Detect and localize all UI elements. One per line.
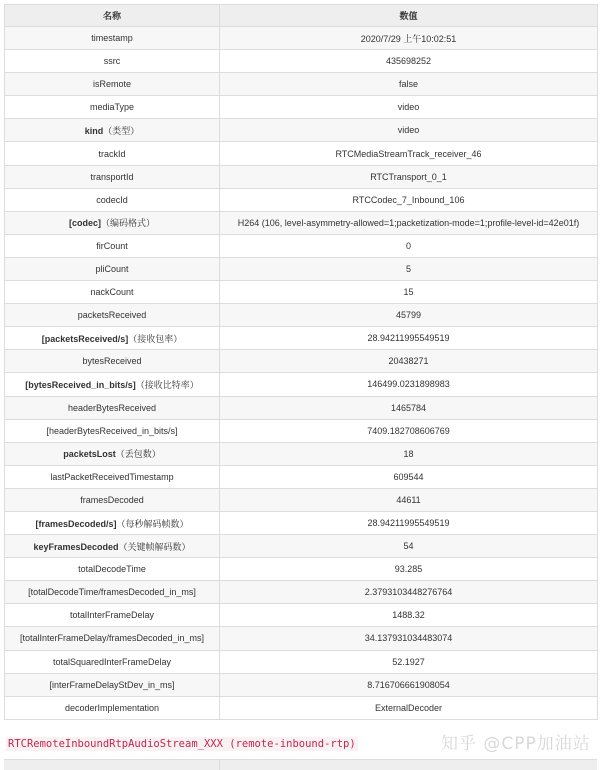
stat-value: 7409.182708606769	[220, 419, 598, 442]
stat-value: 609544	[220, 465, 598, 488]
stat-value: 0	[220, 234, 598, 257]
table-row	[5, 511, 598, 534]
stat-name: keyFramesDecoded	[33, 541, 119, 552]
stat-name: [totalDecodeTime/framesDecoded_in_ms]	[28, 587, 196, 598]
stat-value: RTCTransport_0_1	[220, 165, 598, 188]
table-row	[5, 696, 598, 719]
stat-name: trackId	[98, 148, 126, 159]
stat-value: 93.285	[220, 558, 598, 581]
table-row	[5, 257, 598, 280]
table-header-row	[5, 5, 598, 27]
stat-name-cell	[5, 142, 220, 165]
table-row	[5, 281, 598, 304]
table-row	[5, 350, 598, 373]
stat-value: video	[220, 119, 598, 142]
stat-name: framesDecoded	[80, 494, 144, 505]
stat-name-cell	[5, 604, 220, 627]
stat-name-note: （类型）	[103, 125, 140, 136]
watermark: 知乎 @CPP加油站	[441, 734, 591, 754]
stat-name: timestamp	[91, 33, 133, 44]
table-row	[5, 627, 598, 650]
stat-name-cell	[5, 696, 220, 719]
stat-name-note: （丢包数）	[115, 449, 161, 460]
stat-name: mediaType	[89, 102, 135, 113]
table-row	[5, 188, 598, 211]
table-row	[5, 119, 598, 142]
table-row	[5, 304, 598, 327]
stat-value: 45799	[220, 304, 598, 327]
stat-name-cell	[5, 419, 220, 442]
section-heading: RTCRemoteInboundRtpAudioStream_XXX (remote-inbound-rtp)	[8, 738, 356, 750]
stat-name-cell	[5, 304, 220, 327]
table-row	[5, 73, 598, 96]
stat-value: 5	[220, 257, 598, 280]
stat-name: transportId	[90, 171, 134, 182]
stat-value: H264 (106, level-asymmetry-allowed=1;packetization-mode=1;profile-level-id=42e01f)	[220, 211, 598, 234]
stat-name: firCount	[96, 240, 128, 251]
table-row	[5, 96, 598, 119]
stat-value: 146499.0231898983	[220, 373, 598, 396]
stat-name: isRemote	[92, 79, 131, 90]
table-row	[5, 165, 598, 188]
stat-value: 435698252	[220, 50, 598, 73]
stat-name-cell	[5, 511, 220, 534]
stat-name: pliCount	[95, 263, 129, 274]
stat-name-cell	[5, 627, 220, 650]
table-row	[5, 488, 598, 511]
table-row	[5, 211, 598, 234]
stat-name-note: （编码格式）	[101, 218, 156, 229]
stat-name-cell	[5, 350, 220, 373]
stat-name-cell	[5, 373, 220, 396]
stat-value: 20438271	[220, 350, 598, 373]
stat-value: 28.94211995549519	[220, 511, 598, 534]
stat-name-cell	[5, 650, 220, 673]
stat-name-note: （接收包率）	[128, 333, 183, 344]
stat-name: headerBytesReceived	[67, 402, 157, 413]
table-row	[5, 327, 598, 350]
stat-name-cell	[5, 119, 220, 142]
stat-value: 28.94211995549519	[220, 327, 598, 350]
stat-name: packetsLost	[63, 449, 116, 460]
stat-name: totalInterFrameDelay	[69, 610, 155, 621]
table-row	[5, 558, 598, 581]
stat-value: 1465784	[220, 396, 598, 419]
stats-table	[4, 4, 598, 720]
column-header-value: 数值	[220, 5, 598, 27]
table-row	[5, 396, 598, 419]
stat-name-cell	[5, 442, 220, 465]
stat-name-cell	[5, 96, 220, 119]
stat-name: decoderImplementation	[64, 702, 160, 713]
stat-name: packetsReceived	[77, 310, 147, 321]
stat-value: 2.3793103448276764	[220, 581, 598, 604]
table-row	[5, 650, 598, 673]
table-row	[5, 673, 598, 696]
table-row	[5, 142, 598, 165]
table-row	[5, 465, 598, 488]
stat-value: 15	[220, 281, 598, 304]
table-row	[5, 373, 598, 396]
stat-name: [codec]	[68, 218, 101, 229]
stat-name: [totalInterFrameDelay/framesDecoded_in_ms]	[19, 633, 205, 644]
table-row	[5, 27, 598, 50]
stat-name-note: （每秒解码帧数）	[116, 518, 189, 529]
table-row	[5, 604, 598, 627]
stat-value: 18	[220, 442, 598, 465]
stat-name: totalDecodeTime	[78, 564, 146, 575]
stat-name-cell	[5, 673, 220, 696]
stat-name-cell	[5, 50, 220, 73]
stat-name: ssrc	[103, 56, 121, 67]
stat-name: bytesReceived	[82, 356, 142, 367]
table-body	[5, 27, 598, 720]
stat-name: totalSquaredInterFrameDelay	[52, 656, 172, 667]
stat-value: RTCCodec_7_Inbound_106	[220, 188, 598, 211]
stat-name-note: （关键帧解码数）	[118, 541, 191, 552]
stat-value: 54	[220, 535, 598, 558]
stat-value: video	[220, 96, 598, 119]
table-row	[5, 535, 598, 558]
column-header-name: 名称	[5, 5, 220, 27]
stat-name-note: （接收比特率）	[135, 379, 199, 390]
stat-name-cell	[5, 73, 220, 96]
stat-name: kind	[84, 125, 104, 136]
table-row	[5, 581, 598, 604]
table-row	[5, 442, 598, 465]
stat-name-cell	[5, 234, 220, 257]
stat-value: ExternalDecoder	[220, 696, 598, 719]
stat-name-cell	[5, 558, 220, 581]
stat-name-cell	[5, 581, 220, 604]
stat-name: [interFrameDelayStDev_in_ms]	[49, 679, 175, 690]
stat-name: [framesDecoded/s]	[35, 518, 117, 529]
stat-name: [headerBytesReceived_in_bits/s]	[46, 425, 178, 436]
stat-name-cell	[5, 27, 220, 50]
stat-name-cell	[5, 211, 220, 234]
stat-value: 52.1927	[220, 650, 598, 673]
stat-value: false	[220, 73, 598, 96]
stat-value: 44611	[220, 488, 598, 511]
column-divider	[219, 760, 220, 770]
stat-name: [bytesReceived_in_bits/s]	[25, 379, 136, 390]
table-row	[5, 234, 598, 257]
stat-value: 8.716706661908054	[220, 673, 598, 696]
stat-name-cell	[5, 257, 220, 280]
stat-name: lastPacketReceivedTimestamp	[50, 471, 174, 482]
stat-name: [packetsReceived/s]	[41, 333, 129, 344]
table-row	[5, 419, 598, 442]
stat-name-cell	[5, 281, 220, 304]
table-row	[5, 50, 598, 73]
stat-name-cell	[5, 465, 220, 488]
stat-name-cell	[5, 535, 220, 558]
stat-name-cell	[5, 188, 220, 211]
stat-value: RTCMediaStreamTrack_receiver_46	[220, 142, 598, 165]
stat-name-cell	[5, 488, 220, 511]
stat-value: 1488.32	[220, 604, 598, 627]
stat-name: nackCount	[90, 287, 134, 298]
stat-name-cell	[5, 396, 220, 419]
stat-name-cell	[5, 327, 220, 350]
stat-value: 2020/7/29 上午10:02:51	[220, 27, 598, 50]
stat-name: codecId	[96, 194, 128, 205]
stat-name-cell	[5, 165, 220, 188]
stat-value: 34.137931034483074	[220, 627, 598, 650]
